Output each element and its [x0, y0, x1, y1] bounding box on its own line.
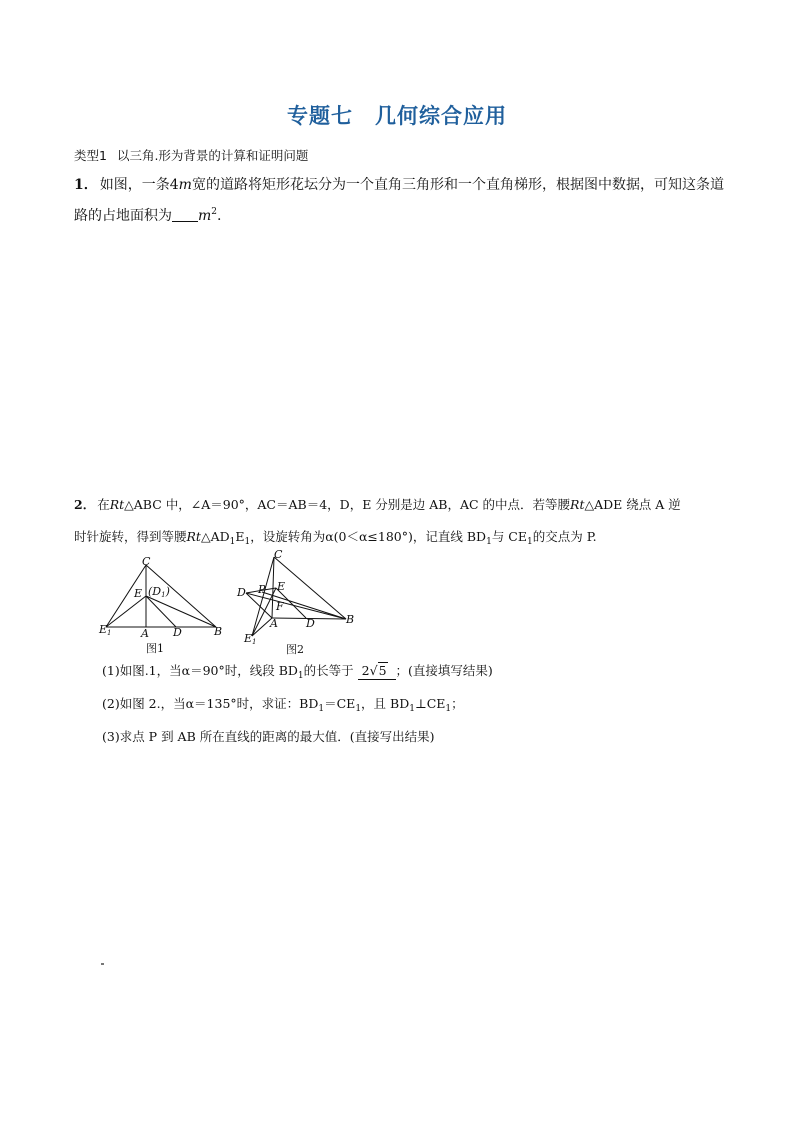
subscript: 1: [297, 671, 304, 681]
type-heading: [74, 146, 308, 164]
sq2-text-c: ，且 BD: [361, 696, 410, 711]
sub-question-3: [102, 727, 434, 745]
answer-radicand: 5: [378, 663, 387, 678]
question-1: [74, 172, 724, 230]
fig1-label-C: C: [142, 556, 151, 568]
q2-l2-e: 与 CE: [491, 529, 527, 544]
q1-unit-m: m: [178, 177, 192, 193]
q2-rt2: Rt: [570, 497, 585, 512]
q2-l2-c: E: [235, 529, 245, 544]
sq2-text-b: ＝CE: [324, 696, 356, 711]
q1-text-a: 如图，一条4: [99, 177, 179, 193]
type-text: 以三角.形为背景的计算和证明问题: [116, 148, 309, 163]
fig2-line-CA: [272, 557, 274, 618]
q2-l2-b: △AD: [200, 529, 230, 544]
sq1-text-c: ；(直接填写结果): [395, 663, 493, 678]
subscript: 1: [445, 704, 452, 714]
fig1-label-D1: (D1): [148, 585, 170, 599]
sq2-text-a: (2)如图 2.，当α＝135°时，求证：BD: [102, 696, 319, 711]
subscript: 1: [526, 537, 533, 547]
fig1-label-B: B: [214, 625, 223, 638]
fig2-line-PB: [262, 592, 346, 619]
fig1-caption: 图1: [146, 642, 164, 655]
q1-text-b: 宽的道路将矩形花坛分为一个直角三角形和一个直角梯形，根据图中数据，可知这条道: [191, 177, 724, 193]
question-2: [74, 489, 724, 558]
fig1-label-E: E: [134, 587, 143, 600]
q2-l2-f: 的交点为 P.: [532, 529, 597, 544]
fig2-label-B: B: [346, 613, 355, 626]
subscript: 1: [355, 704, 362, 714]
q2-l2-d: ，设旋转角为α(0＜α≤180°)，记直线 BD: [250, 529, 487, 544]
question-number: 2．: [74, 497, 96, 512]
page-title: [0, 100, 794, 130]
fig2-label-E: E: [277, 580, 286, 593]
fig2-caption: 图2: [286, 643, 304, 656]
q2-rt3: Rt: [186, 529, 201, 544]
fig2-label-C: C: [274, 548, 283, 561]
subscript: 1: [244, 537, 251, 547]
sq3-text-a: (3)求点 P 到 AB 所在直线的距离的最大值．(直接写出结果): [102, 729, 435, 744]
subscript: 1: [486, 537, 492, 547]
figure-2: [232, 548, 362, 658]
q1-superscript: 2: [211, 207, 218, 217]
q1-unit-m2: m: [198, 208, 212, 224]
sq1-text-a: (1)如图.1，当α＝90°时，线段 BD: [102, 663, 298, 678]
fig1-line-EB: [146, 596, 216, 627]
type-prefix: 类型1: [74, 148, 107, 163]
fig1-label-A: A: [141, 627, 149, 640]
fig1-label-E1: E1: [99, 623, 112, 637]
q2-l1-b: △ABC 中，∠A＝90°，AC＝AB＝4，D，E 分别是边 AB，AC 的中点．若等腰: [124, 497, 571, 512]
q1-end: .: [217, 208, 222, 224]
question-number: 1．: [74, 177, 98, 193]
fig2-label-F: F: [276, 600, 284, 613]
q2-l1-a: 在: [97, 497, 110, 512]
answer-coefficient: 2: [361, 663, 370, 678]
fig2-label-P: P: [258, 583, 266, 596]
q1-text-c: 路的占地面积为: [74, 208, 172, 224]
fig2-label-A: A: [270, 617, 278, 630]
fig1-label-D: D: [173, 626, 182, 639]
fig1-line-ED: [146, 596, 176, 627]
title-part-1: 专题七: [287, 104, 353, 128]
sq1-text-b: 的长等于: [303, 663, 354, 678]
subscript: 1: [318, 704, 325, 714]
answer-blank: [172, 207, 198, 222]
subscript: 1: [229, 537, 236, 547]
q2-l1-c: △ADE 绕点 A 逆: [584, 497, 681, 512]
fig2-label-E1: E1: [244, 632, 257, 646]
sub-question-1: [102, 661, 493, 681]
fig1-line-EE1: [106, 596, 146, 627]
q2-rt: Rt: [109, 497, 125, 512]
q2-l2-a: 时针旋转，得到等腰: [74, 529, 187, 544]
sq2-text-e: ；: [451, 696, 464, 711]
title-part-2: 几何综合应用: [375, 104, 507, 128]
fig2-label-D2: D: [306, 617, 315, 630]
sub-question-2: [102, 694, 464, 714]
subscript: 1: [409, 704, 415, 714]
stray-mark: [101, 963, 104, 965]
fig2-label-D: D: [237, 586, 246, 599]
answer-filled: 2√5: [358, 663, 396, 680]
figure-1: [96, 556, 231, 658]
sq2-text-d: ⊥CE: [414, 696, 446, 711]
